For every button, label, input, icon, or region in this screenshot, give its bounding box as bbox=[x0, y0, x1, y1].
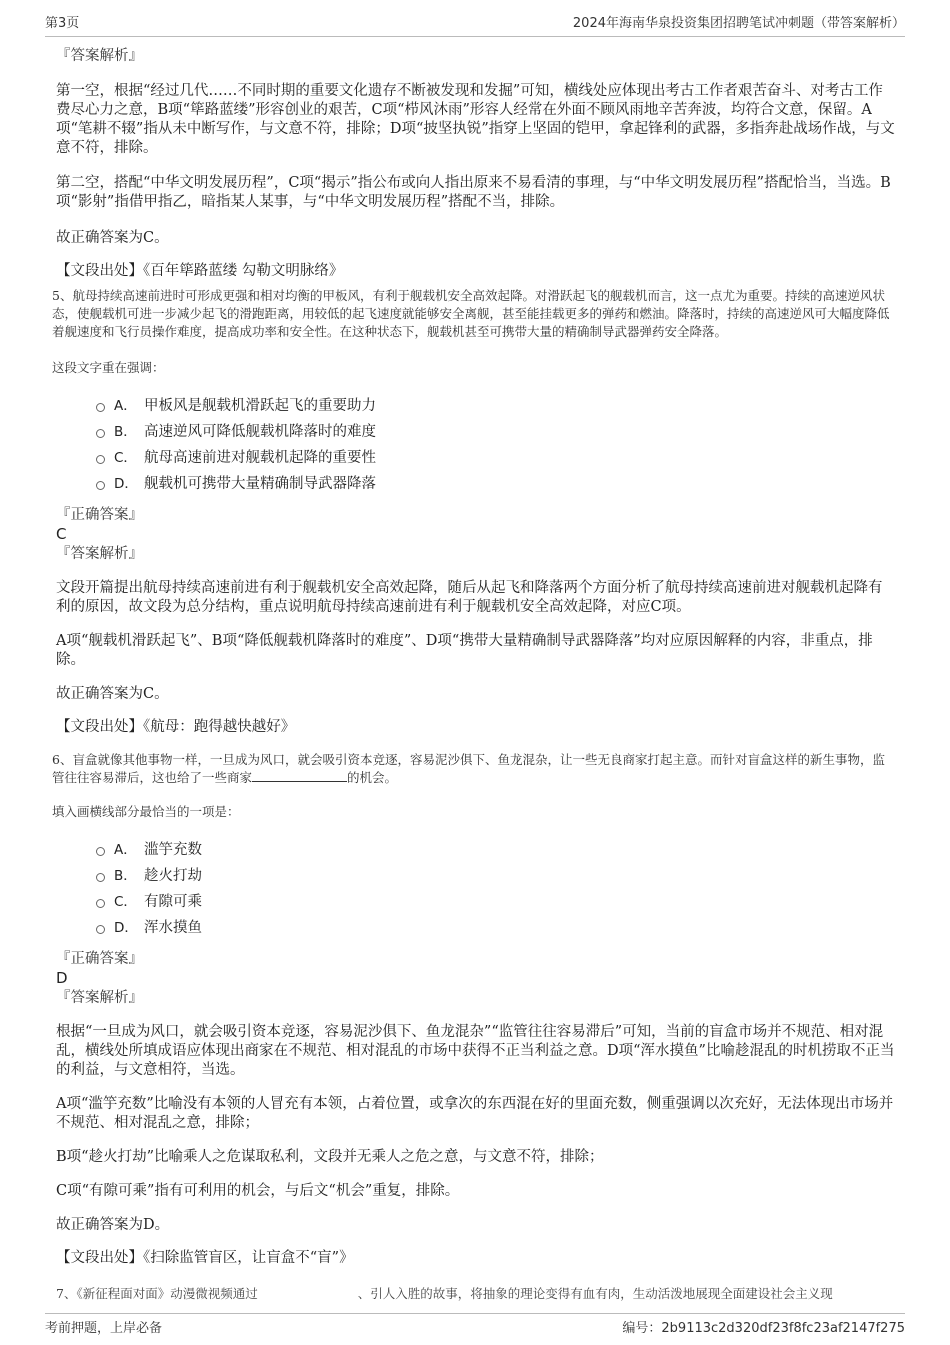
q4-conclusion: 故正确答案为C。 bbox=[56, 230, 169, 246]
q5-source: 【文段出处】《航母：跑得越快越好》 bbox=[56, 719, 296, 735]
fill-blank bbox=[252, 769, 347, 782]
footer-slogan: 考前押题，上岸必备 bbox=[45, 1321, 163, 1336]
page-header bbox=[45, 12, 905, 37]
q5-option-d[interactable]: D． 舰载机可携带大量精确制导武器降落 bbox=[96, 471, 896, 497]
q4-analysis-label: 『答案解析』 bbox=[56, 48, 143, 64]
radio-icon[interactable] bbox=[96, 429, 105, 438]
q6-correct-answer: D bbox=[56, 969, 68, 987]
q5-conclusion: 故正确答案为C。 bbox=[56, 686, 169, 702]
q6-option-d[interactable]: D． 浑水摸鱼 bbox=[96, 915, 896, 941]
q5-analysis-paragraph-2: A项“舰载机滑跃起飞”、B项“降低舰载机降落时的难度”、D项“携带大量精确制导武器降落”均对应原因解释的内容，非重点，排除。 bbox=[56, 633, 873, 668]
q5-options bbox=[96, 393, 896, 497]
q4-analysis-paragraph-1: 第一空，根据“经过几代……不同时期的重要文化遗存不断被发现和发掘”可知，横线处应体现出考古工作者艰苦奋斗、对考古工作费尽心力之意，B项“筚路蓝缕”形容创业的艰苦，C项“栉风沐雨”形容人经常在外面不顾风雨地辛苦奔波，均符合文意，保留。A项“笔耕不辍”指从未中断写作，与文意不符，排除；D项“披坚执锐”指穿上坚固的铠甲，拿起锋利的武器，多指奔赴战场作战，与文意不符，排除。 bbox=[56, 83, 895, 156]
q6-analysis-paragraph-2: A项“滥竽充数”比喻没有本领的人冒充有本领，占着位置，或拿次的东西混在好的里面充数，侧重强调以次充好，无法体现出市场并不规范、相对混乱之意，排除； bbox=[56, 1096, 894, 1131]
q5-correct-answer: C bbox=[56, 525, 67, 543]
q6-analysis-label: 『答案解析』 bbox=[56, 990, 143, 1006]
document-id: 编号：2b9113c2d320df23f8fc23af2147f275 bbox=[622, 1321, 905, 1336]
q5-correct-label: 『正确答案』 bbox=[56, 507, 143, 523]
q6-conclusion: 故正确答案为D。 bbox=[56, 1217, 170, 1233]
q6-analysis-paragraph-4: C项“有隙可乘”指有可利用的机会，与后文“机会”重复，排除。 bbox=[56, 1183, 460, 1199]
q6-prompt: 填入画横线部分最恰当的一项是： bbox=[52, 804, 240, 819]
q5-option-c[interactable]: C． 航母高速前进对舰载机起降的重要性 bbox=[96, 445, 896, 471]
radio-icon[interactable] bbox=[96, 455, 105, 464]
q5-analysis-label: 『答案解析』 bbox=[56, 546, 143, 562]
page-footer bbox=[45, 1313, 905, 1337]
q5-stem: 5、航母持续高速前进时可形成更强和相对均衡的甲板风，有利于舰载机安全高效起降。对滑跃起飞的舰载机而言，这一点尤为重要。持续的高速逆风状态，使舰载机可进一步减少起飞的滑跑距离，用较低的起飞速度就能够安全离舰，甚至能挂载更多的弹药和燃油。降落时，持续的高速逆风可大幅度降低着舰速度和飞行员操作难度，提高成功率和安全性。在这种状态下，舰载机甚至可携带大量的精确制导武器弹药安全降落。 bbox=[52, 288, 890, 339]
q6-option-b[interactable]: B． 趁火打劫 bbox=[96, 863, 896, 889]
document-title: 2024年海南华泉投资集团招聘笔试冲刺题（带答案解析） bbox=[572, 16, 905, 31]
q4-analysis-paragraph-2: 第二空，搭配“中华文明发展历程”，C项“揭示”指公布或向人指出原来不易看清的事理，与“中华文明发展历程”搭配恰当，当选。B项“影射”指借甲指乙，暗指某人某事，与“中华文明发展历程”搭配不当，排除。 bbox=[56, 175, 891, 210]
page-content bbox=[52, 44, 896, 1268]
q6-options bbox=[96, 837, 896, 941]
radio-icon[interactable] bbox=[96, 403, 105, 412]
q7-stem-partial: 7、《新征程面对面》动漫微视频通过 、引人入胜的故事，将抽象的理论变得有血有肉，生动活泼地展现全面建设社会主义现 bbox=[56, 1286, 833, 1301]
q6-analysis-paragraph-3: B项“趁火打劫”比喻乘人之危谋取私利，文段并无乘人之危之意，与文意不符，排除； bbox=[56, 1149, 604, 1165]
page-number: 第3页 bbox=[45, 16, 80, 31]
q6-analysis-paragraph-1: 根据“一旦成为风口，就会吸引资本竞逐，容易泥沙俱下、鱼龙混杂”“监管往往容易滞后”可知，当前的盲盒市场并不规范、相对混乱，横线处所填成语应体现出商家在不规范、相对混乱的市场中获得不正当利益之意。D项“浑水摸鱼”比喻趁混乱的时机捞取不正当的利益，与文意相符，当选。 bbox=[56, 1024, 895, 1078]
q5-option-a[interactable]: A． 甲板风是舰载机滑跃起飞的重要助力 bbox=[96, 393, 896, 419]
radio-icon[interactable] bbox=[96, 925, 105, 934]
q6-option-c[interactable]: C． 有隙可乘 bbox=[96, 889, 896, 915]
radio-icon[interactable] bbox=[96, 899, 105, 908]
radio-icon[interactable] bbox=[96, 481, 105, 490]
radio-icon[interactable] bbox=[96, 873, 105, 882]
q6-correct-label: 『正确答案』 bbox=[56, 951, 143, 967]
q5-prompt: 这段文字重在强调： bbox=[52, 360, 165, 375]
q6-source: 【文段出处】《扫除监管盲区，让盲盒不“盲”》 bbox=[56, 1250, 354, 1266]
q5-analysis-paragraph-1: 文段开篇提出航母持续高速前进有利于舰载机安全高效起降，随后从起飞和降落两个方面分析了航母持续高速前进对舰载机起降有利的原因，故文段为总分结构，重点说明航母持续高速前进有利于舰载机安全高效起降，对应C项。 bbox=[56, 580, 883, 615]
radio-icon[interactable] bbox=[96, 847, 105, 856]
q4-source: 【文段出处】《百年筚路蓝缕 勾勒文明脉络》 bbox=[56, 263, 344, 279]
q6-stem: 6、盲盒就像其他事物一样，一旦成为风口，就会吸引资本竞逐，容易泥沙俱下、鱼龙混杂，让一些无良商家打起主意。而针对盲盒这样的新生事物，监管往往容易滞后，这也给了一些商家 的机会。 bbox=[52, 752, 885, 785]
q6-option-a[interactable]: A． 滥竽充数 bbox=[96, 837, 896, 863]
q5-option-b[interactable]: B． 高速逆风可降低舰载机降落时的难度 bbox=[96, 419, 896, 445]
